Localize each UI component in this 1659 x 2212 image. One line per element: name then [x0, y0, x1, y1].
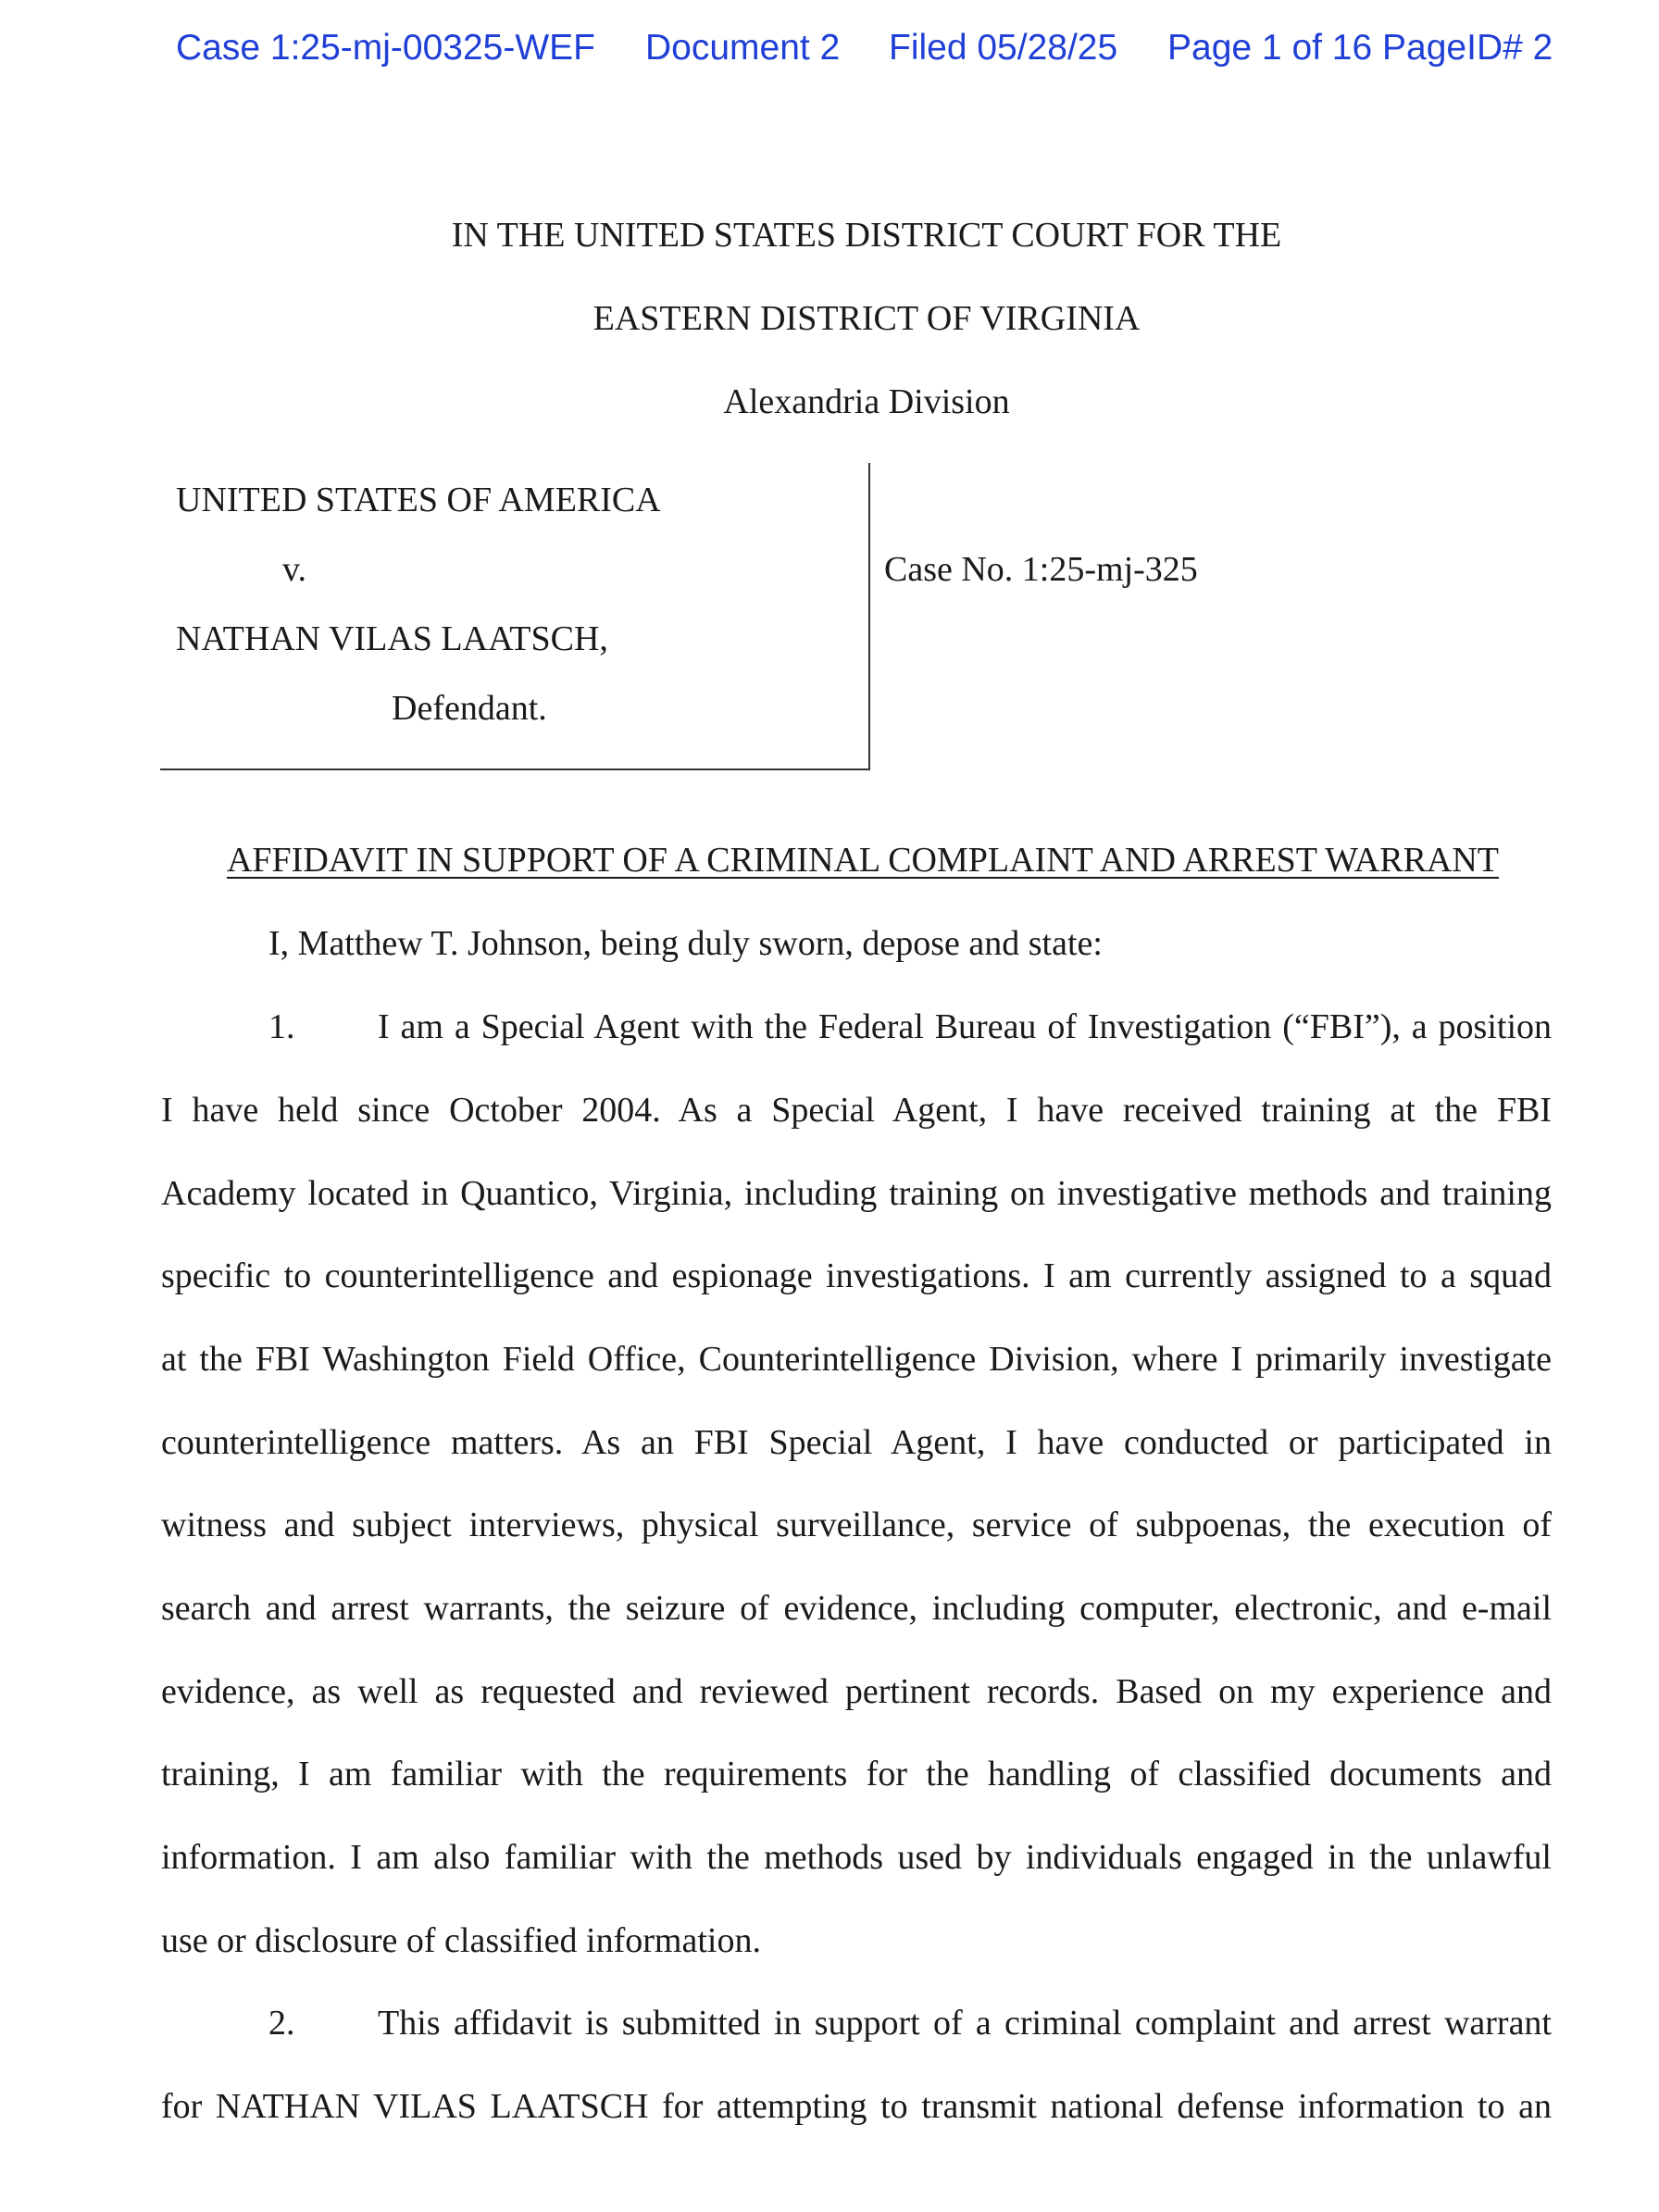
caption-defendant-name: NATHAN VILAS LAATSCH,: [176, 619, 608, 658]
paragraph-last-line: use or disclosure of classified information.: [161, 1921, 761, 1960]
paragraph-first-line: I am a Special Agent with the Federal Bureau of Investigation (“FBI”), a position: [378, 1007, 1552, 1046]
caption-plaintiff: UNITED STATES OF AMERICA: [176, 481, 661, 519]
paragraph-number: 1.: [268, 1007, 295, 1046]
paragraph-number: 2.: [268, 2004, 295, 2043]
paragraph-first-line: This affidavit is submitted in support of a criminal complaint and arrest warrant: [378, 2004, 1552, 2043]
paragraph-line: at the FBI Washington Field Office, Counterintelligence Division, where I primarily investigate: [161, 1340, 1552, 1379]
paragraph-line: specific to counterintelligence and espionage investigations. I am currently assigned to a squad: [161, 1256, 1552, 1295]
affidavit-title: AFFIDAVIT IN SUPPORT OF A CRIMINAL COMPLAINT AND ARREST WARRANT: [226, 841, 1500, 880]
caption-horizontal-rule: [160, 769, 870, 770]
caption-vertical-rule: [868, 463, 870, 770]
paragraph-line: counterintelligence matters. As an FBI Special Agent, I have conducted or participated in: [161, 1423, 1552, 1462]
paragraph-line: search and arrest warrants, the seizure of evidence, including computer, electronic, and e-mail: [161, 1589, 1552, 1628]
stamp-page-info: Page 1 of 16 PageID# 2: [1167, 28, 1553, 68]
paragraph-line: evidence, as well as requested and reviewed pertinent records. Based on my experience and: [161, 1672, 1552, 1711]
paragraph-line: information. I am also familiar with the methods used by individuals engaged in the unlawful: [161, 1838, 1552, 1877]
paragraph-line: training, I am familiar with the requirements for the handling of classified documents and: [161, 1755, 1552, 1793]
stamp-filed-date: Filed 05/28/25: [889, 28, 1118, 68]
paragraph-line: I have held since October 2004. As a Special Agent, I have received training at the FBI: [161, 1091, 1552, 1130]
court-heading-line1: IN THE UNITED STATES DISTRICT COURT FOR THE: [451, 216, 1282, 255]
stamp-case-number: Case 1:25-mj-00325-WEF: [176, 28, 595, 68]
paragraph-line: Academy located in Quantico, Virginia, including training on investigative methods and training: [161, 1174, 1552, 1213]
paragraph-line: for NATHAN VILAS LAATSCH for attempting to transmit national defense information to an: [161, 2087, 1552, 2126]
caption-versus: v.: [282, 550, 307, 589]
court-heading-line2: EASTERN DISTRICT OF VIRGINIA: [592, 299, 1141, 338]
court-division: Alexandria Division: [723, 382, 1010, 421]
paragraph-line: witness and subject interviews, physical surveillance, service of subpoenas, the execution of: [161, 1506, 1552, 1544]
caption-case-number: Case No. 1:25-mj-325: [884, 550, 1198, 589]
caption-defendant-label: Defendant.: [392, 689, 547, 728]
stamp-document-number: Document 2: [645, 28, 841, 68]
affidavit-intro: I, Matthew T. Johnson, being duly sworn, depose and state:: [268, 924, 1103, 963]
